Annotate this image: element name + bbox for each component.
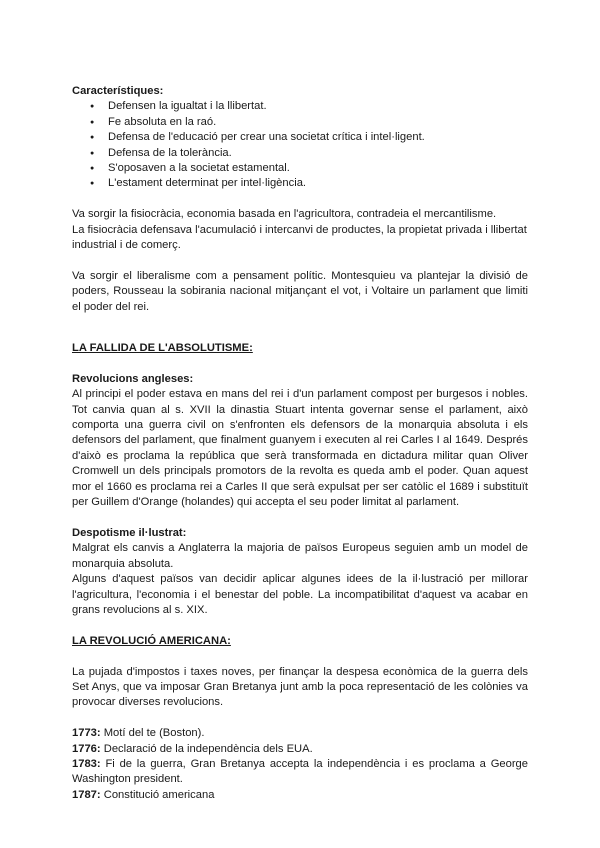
physiocracy-line-2: La fisiocràcia defensava l'acumulació i intercanvi de productes, la propietat privada i llibertat industrial i de comerç. <box>72 223 527 252</box>
timeline-event: Fi de la guerra, Gran Bretanya accepta la independència i es proclama a George Washington president. <box>72 757 529 786</box>
english-revolutions-heading: Revolucions angleses: <box>72 372 194 385</box>
list-item: ● Defensa de l'educació per crear una societat crítica i intel·ligent. <box>72 130 528 145</box>
characteristics-list <box>72 99 528 191</box>
list-item: ● Defensa de la tolerància. <box>72 146 528 161</box>
timeline-entry <box>72 742 528 757</box>
spacer <box>72 192 528 207</box>
list-item: ● Defensen la igualtat i la llibertat. <box>72 99 528 114</box>
timeline-entry <box>72 726 528 741</box>
timeline-year: 1787: <box>72 788 101 801</box>
enlightened-despotism-paragraph-1: Malgrat els canvis a Anglaterra la majoria de països Europeus seguien amb un model de monarquia absoluta. <box>72 542 528 570</box>
characteristics-heading: Característiques: <box>72 85 164 97</box>
timeline-year: 1776: <box>72 742 101 755</box>
list-item: ● Fe absoluta en la raó. <box>72 115 528 130</box>
spacer <box>72 253 528 268</box>
spacer <box>72 511 528 526</box>
american-revolution-intro: La pujada d'impostos i taxes noves, per finançar la despesa econòmica de la guerra dels Set Anys, que va imposar Gran Bretanya junt amb la poca representació de les colònies va provocar diverses revolucions. <box>72 665 528 709</box>
spacer <box>72 711 528 726</box>
english-revolutions-paragraph: Al principi el poder estava en mans del rei i d'un parlament compost per burgesos i nobles. Tot canvia quan al s. XVII la dinastia Stuart intenta governar sense el parlament, això comporta una guerra civil on s'enfronten els defensors de la monarquia absoluta i els defensors del parlament, que finalment guanyem i executen al rei Carles I al 1649. Després d'això es proclama la república que serà transformada en dictadura militar quan Oliver Cromwell un dels principals promotors de la revolta es queda amb el poder. Quan aquest mor el 1660 es proclama rei a Carles II que serà expulsat per ser catòlic el 1689 i substituït per Guillem d'Orange (holandes) qui accepta el seu poder limitat al parlament. <box>72 388 528 509</box>
spacer <box>72 618 528 633</box>
list-item: ● L'estament determinat per intel·ligència. <box>72 176 528 191</box>
physiocracy-line-1: Va sorgir la fisiocràcia, economia basada en l'agricultora, contradeia el mercantilisme. <box>72 208 497 221</box>
timeline-year: 1773: <box>72 727 101 740</box>
list-item: ● S'oposaven a la societat estamental. <box>72 161 528 176</box>
absolutism-section-title: LA FALLIDA DE L'ABSOLUTISME: <box>72 342 253 355</box>
document-page <box>72 84 528 803</box>
spacer <box>72 649 528 664</box>
enlightened-despotism-paragraph-2: Alguns d'aquest països van decidir aplicar algunes idees de la il·lustració per millorar l'agricultura, l'economia i el benestar del poble. La incompatibilitat d'aquest va acabar en grans revolucions al s. XIX. <box>72 573 528 616</box>
spacer <box>72 315 528 341</box>
liberalism-paragraph: Va sorgir el liberalisme com a pensament polític. Montesquieu va plantejar la divisió de poders, Rousseau la sobirania nacional mitjançant el vot, i Voltaire un parlament que limiti el poder del rei. <box>72 269 528 313</box>
timeline-event: Motí del te (Boston). <box>103 727 205 740</box>
timeline-entry <box>72 757 528 788</box>
timeline-year: 1783: <box>72 757 101 770</box>
spacer <box>72 356 528 371</box>
timeline-entry <box>72 788 528 803</box>
timeline-event: Constitució americana <box>103 788 215 801</box>
timeline-event: Declaració de la independència dels EUA. <box>103 742 313 755</box>
american-revolution-title: LA REVOLUCIÓ AMERICANA: <box>72 634 231 647</box>
enlightened-despotism-heading: Despotisme il·lustrat: <box>72 526 187 539</box>
